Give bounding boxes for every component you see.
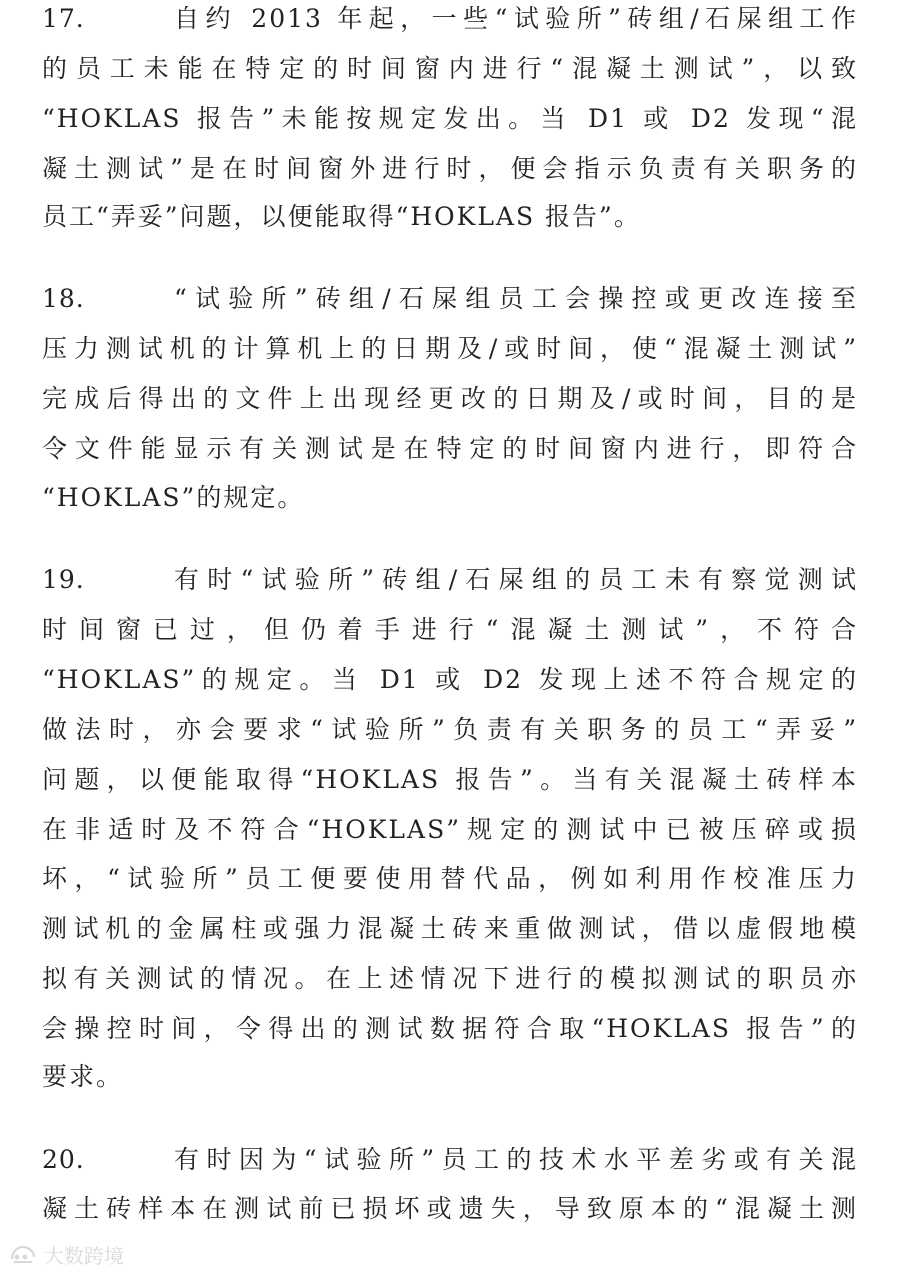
paragraph-first-line: 有时“试验所”砖组/石屎组的员工未有察觉测试 — [174, 565, 858, 594]
paragraph-line: “HOKLAS 报告”未能按规定发出。当 D1 或 D2 发现“混 — [42, 104, 858, 133]
paragraph-line: 坏，“试验所”员工便要使用替代品，例如利用作校准压力 — [42, 864, 858, 893]
paragraph-number: 18. — [42, 284, 85, 313]
paragraph-line: 在非适时及不符合“HOKLAS”规定的测试中已被压碎或损 — [42, 815, 858, 844]
paragraph-line: 测试机的金属柱或强力混凝土砖来重做测试，借以虚假地模 — [42, 914, 858, 943]
paragraph-line: 员工“弄妥”问题，以便能取得“HOKLAS 报告”。 — [42, 202, 641, 231]
paragraph-line: 会操控时间，令得出的测试数据符合取“HOKLAS 报告”的 — [42, 1014, 858, 1043]
paragraph-line: 做法时，亦会要求“试验所”负责有关职务的员工“弄妥” — [42, 715, 858, 744]
watermark-text: 大数跨境 — [44, 1243, 124, 1268]
paragraph-line: 完成后得出的文件上出现经更改的日期及/或时间，目的是 — [42, 384, 858, 413]
paragraph-line: 拟有关测试的情况。在上述情况下进行的模拟测试的职员亦 — [42, 964, 858, 993]
paragraph-line: 问题，以便能取得“HOKLAS 报告”。当有关混凝土砖样本 — [42, 765, 858, 794]
paragraph-line: 凝土测试”是在时间窗外进行时，便会指示负责有关职务的 — [42, 154, 858, 183]
paragraph-line: “HOKLAS”的规定。 — [42, 483, 305, 512]
paragraph-line: 压力测试机的计算机上的日期及/或时间，使“混凝土测试” — [42, 334, 858, 363]
paragraph-line: 时间窗已过，但仍着手进行“混凝土测试”，不符合 — [42, 615, 858, 644]
paragraph-number: 17. — [42, 4, 85, 33]
paragraph-line: 令文件能显示有关测试是在特定的时间窗内进行，即符合 — [42, 434, 858, 463]
paragraph-first-line: 有时因为“试验所”员工的技术水平差劣或有关混 — [174, 1145, 858, 1174]
paragraph-number: 20. — [42, 1145, 85, 1174]
paragraph-first-line: “试验所”砖组/石屎组员工会操控或更改连接至 — [174, 284, 858, 313]
paragraph-first-line: 自约 2013 年起，一些“试验所”砖组/石屎组工作 — [174, 4, 858, 33]
paragraph-line: 凝土砖样本在测试前已损坏或遗失，导致原本的“混凝土测 — [42, 1194, 858, 1223]
paragraph-line: 的员工未能在特定的时间窗内进行“混凝土测试”，以致 — [42, 54, 858, 83]
paragraph-line: 要求。 — [42, 1062, 124, 1091]
paragraph-number: 19. — [42, 565, 85, 594]
watermark — [8, 1240, 124, 1268]
brand-logo-icon — [8, 1243, 38, 1265]
paragraph-line: “HOKLAS”的规定。当 D1 或 D2 发现上述不符合规定的 — [42, 665, 858, 694]
